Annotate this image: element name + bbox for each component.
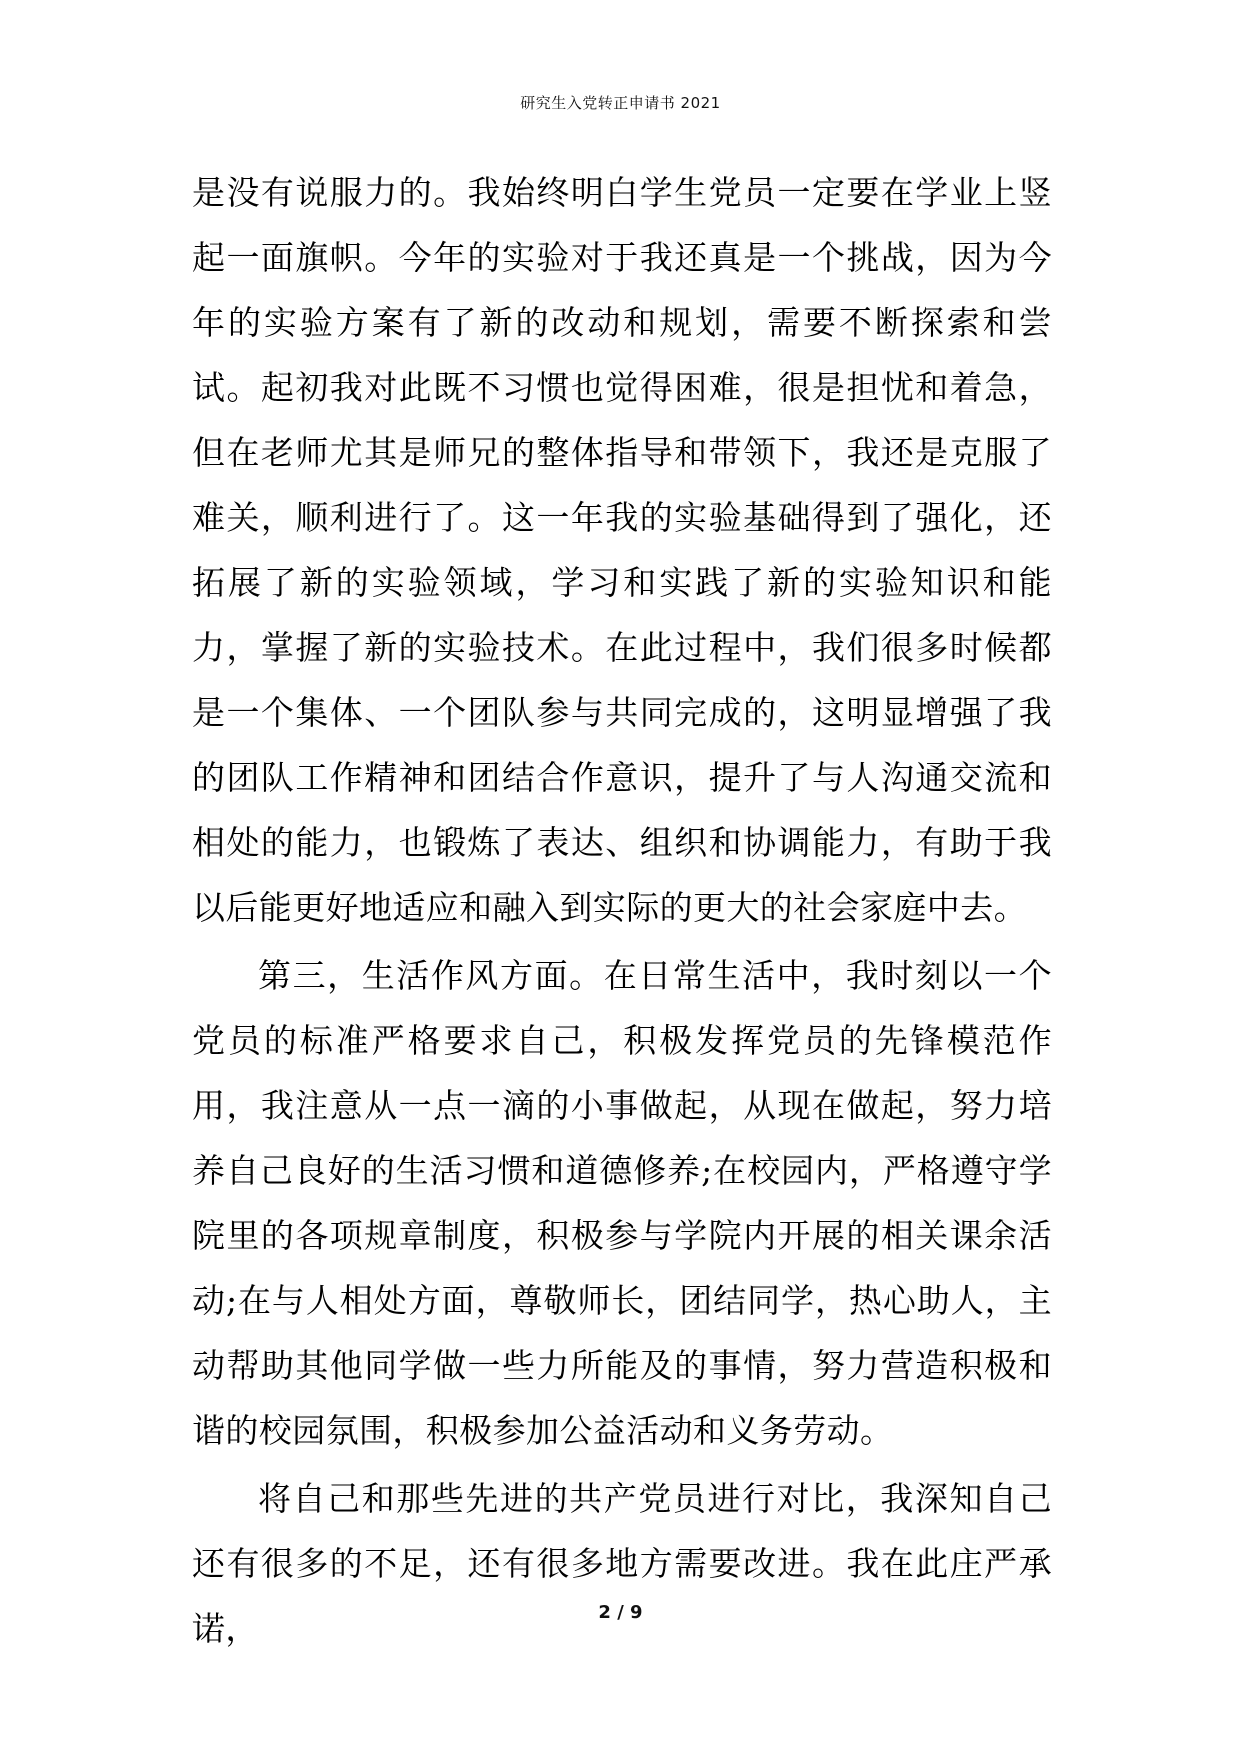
document-body xyxy=(192,160,1052,1661)
paragraph-commitment: 将自己和那些先进的共产党员进行对比，我深知自己还有很多的不足，还有很多地方需要改进。我在此庄严承诺， xyxy=(192,1479,1052,1648)
page-header-title: 研究生入党转正申请书 2021 xyxy=(520,94,721,112)
paragraph-lifestyle: 第三，生活作风方面。在日常生活中，我时刻以一个党员的标准严格要求自己，积极发挥党员的先锋模范作用，我注意从一点一滴的小事做起，从现在做起，努力培养自己良好的生活习惯和道德修养;在校园内，严格遵守学院里的各项规章制度，积极参与学院内开展的相关课余活动;在与人相处方面，尊敬师长，团结同学，热心助人，主动帮助其他同学做一些力所能及的事情，努力营造积极和谐的校园氛围，积极参加公益活动和义务劳动。 xyxy=(192,956,1052,1450)
paragraph-continuation: 是没有说服力的。我始终明白学生党员一定要在学业上竖起一面旗帜。今年的实验对于我还真是一个挑战，因为今年的实验方案有了新的改动和规划，需要不断探索和尝试。起初我对此既不习惯也觉得困难，很是担忧和着急，但在老师尤其是师兄的整体指导和带领下，我还是克服了难关，顺利进行了。这一年我的实验基础得到了强化，还拓展了新的实验领域，学习和实践了新的实验知识和能力，掌握了新的实验技术。在此过程中，我们很多时候都是一个集体、一个团队参与共同完成的，这明显增强了我的团队工作精神和团结合作意识，提升了与人沟通交流和相处的能力，也锻炼了表达、组织和协调能力，有助于我以后能更好地适应和融入到实际的更大的社会家庭中去。 xyxy=(192,173,1052,927)
page-number: 2 / 9 xyxy=(598,1602,643,1623)
